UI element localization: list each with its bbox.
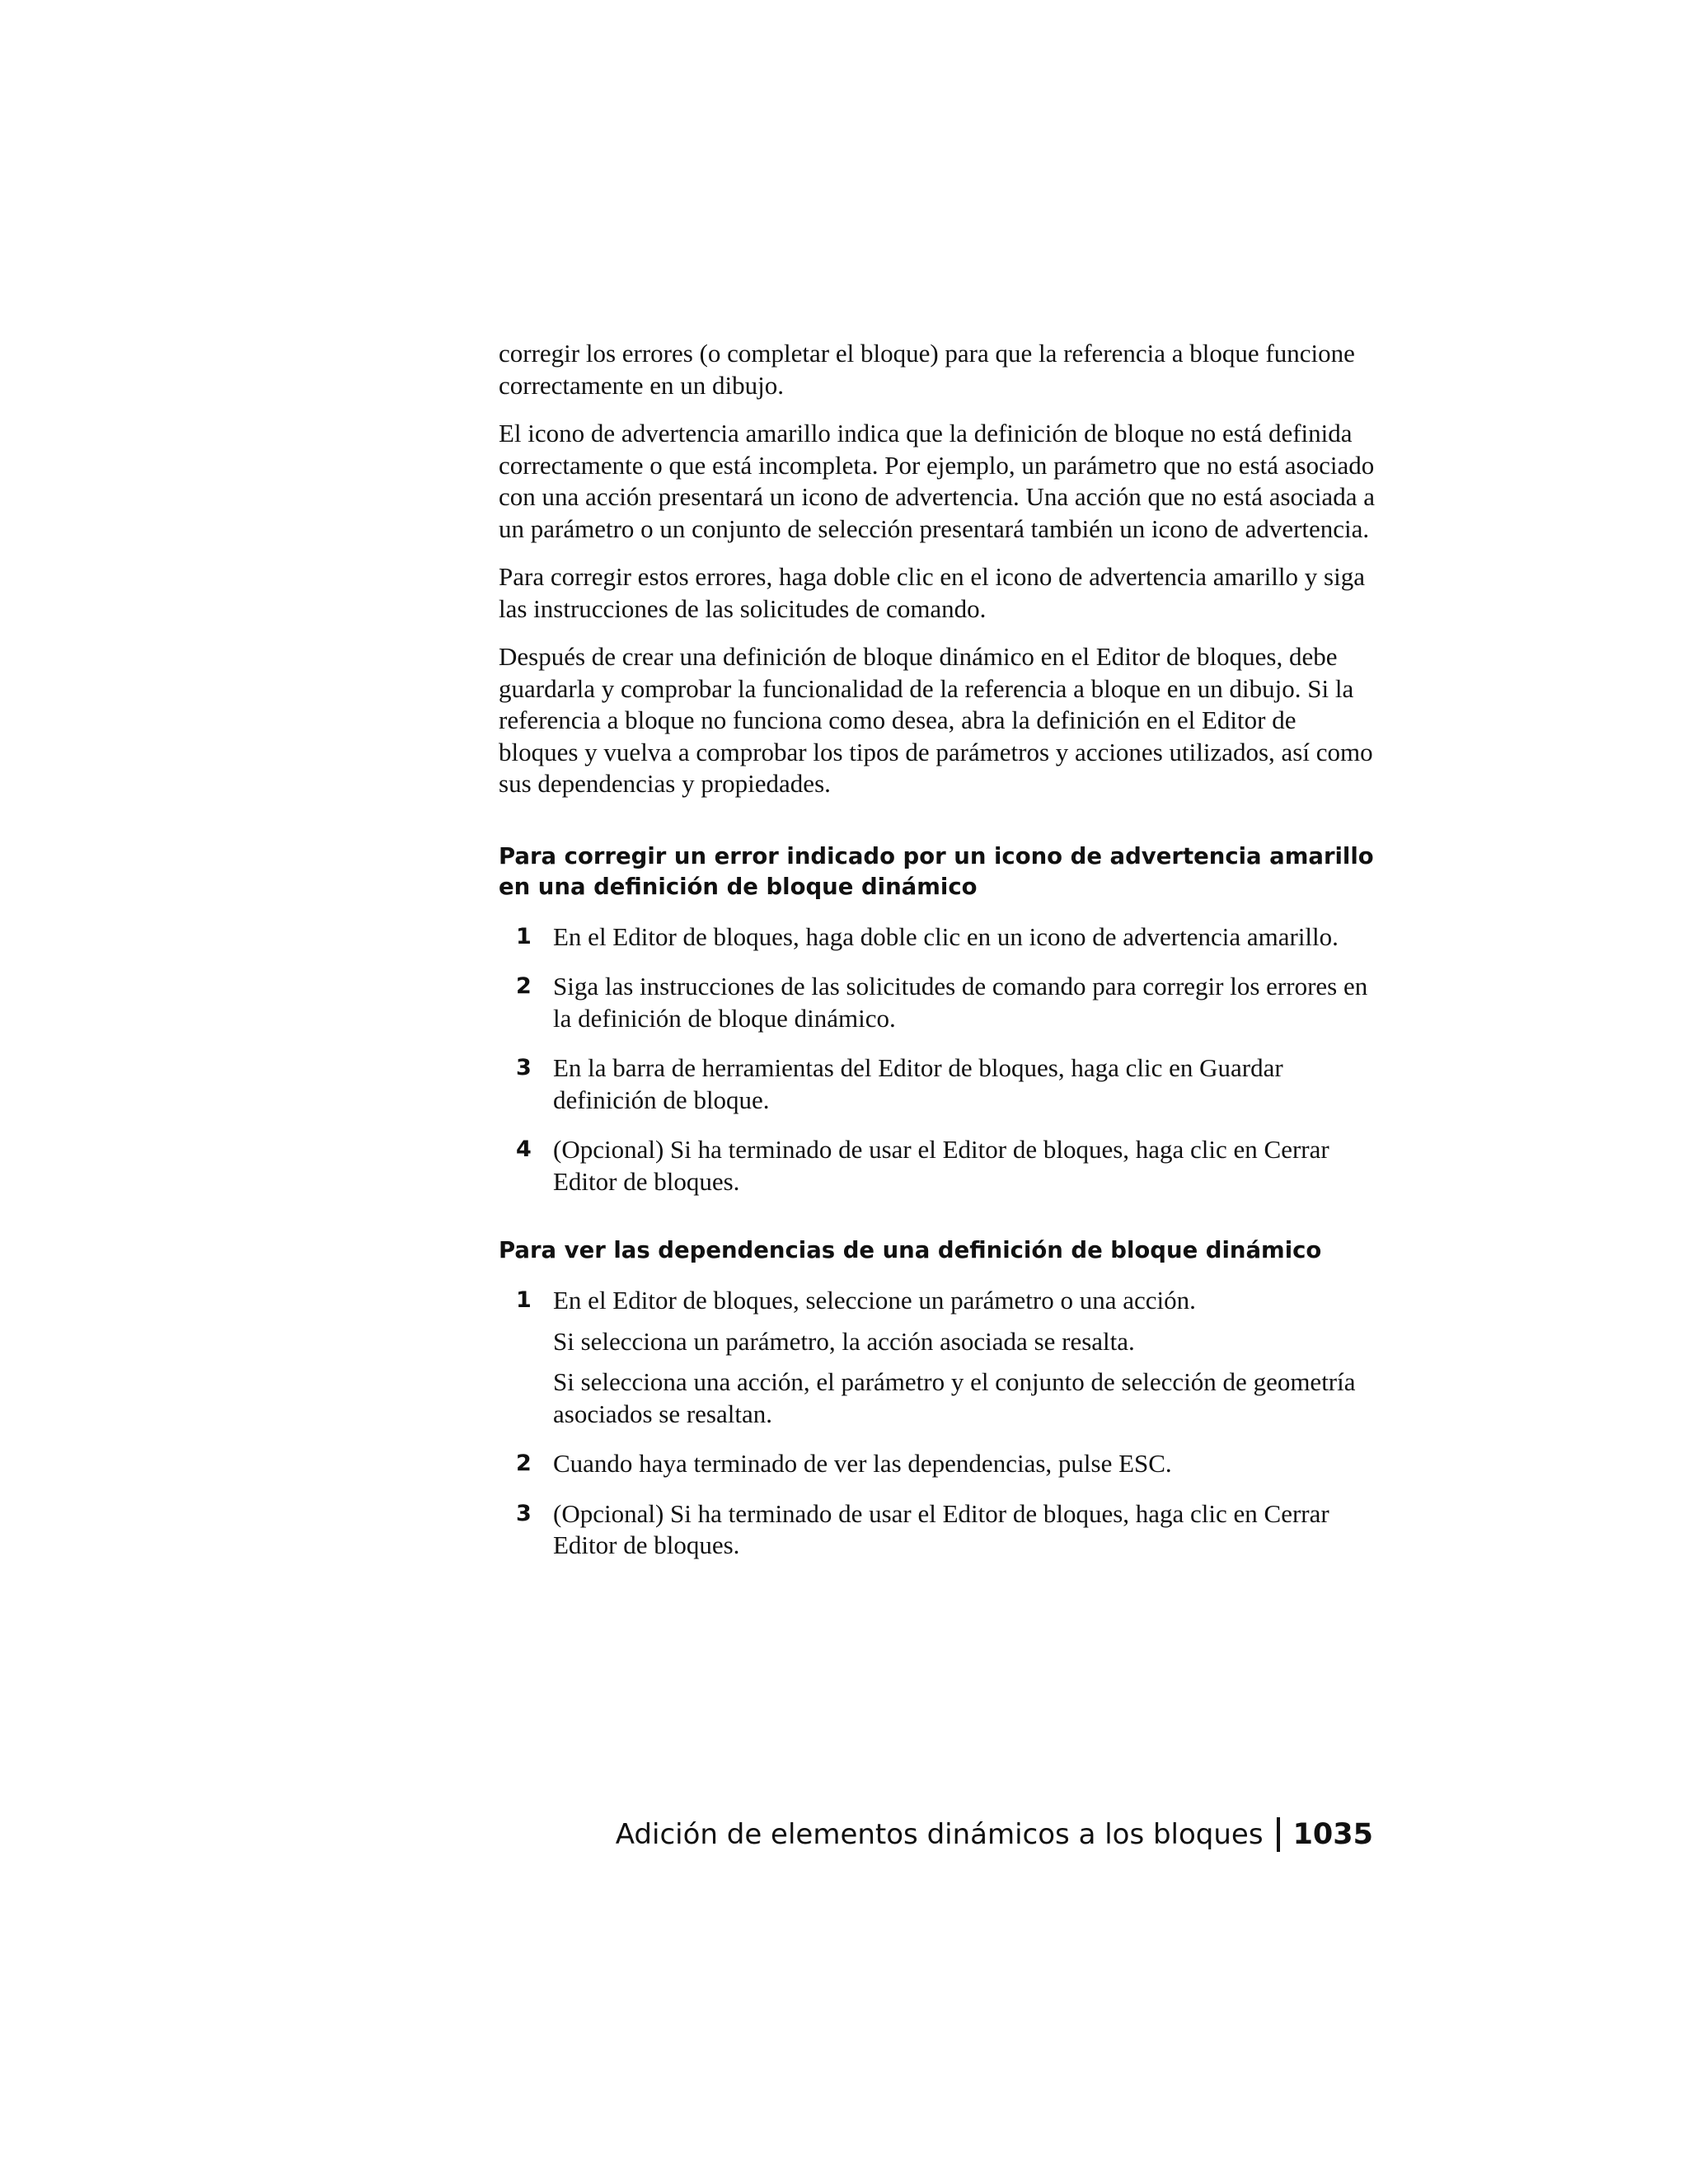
footer-section-title: Adición de elementos dinámicos a los bloques [615, 1818, 1264, 1851]
step-text: En el Editor de bloques, seleccione un parámetro o una acción. [553, 1286, 1196, 1315]
step-number: 1 [516, 1287, 532, 1313]
list-item [499, 971, 1375, 1034]
list-item [499, 1285, 1375, 1430]
list-item [499, 1448, 1375, 1480]
procedure-heading: Para corregir un error indicado por un icono de advertencia amarillo en una definición de bloque dinámico [499, 842, 1374, 900]
step-text: En el Editor de bloques, haga doble clic en un icono de advertencia amarillo. [553, 921, 1339, 951]
body-paragraph: Para corregir estos errores, haga doble clic en el icono de advertencia amarillo y siga las instrucciones de las solicitudes de comando. [499, 562, 1365, 623]
list-item [499, 1052, 1375, 1116]
step-number: 1 [516, 923, 532, 949]
step-number: 3 [516, 1500, 532, 1526]
body-paragraph: El icono de advertencia amarillo indica que la definición de bloque no está definida correctamente o que está incompleta. Por ejemplo, un parámetro que no está asociado con una acción presentará un icono de advertencia. Una acción que no está asociada a un parámetro o un conjunto de selección presentará también un icono de advertencia. [499, 419, 1375, 543]
step-number: 4 [516, 1137, 532, 1162]
step-text: En la barra de herramientas del Editor de bloques, haga clic en Guardar definición de bloque. [553, 1053, 1283, 1114]
footer-separator [1277, 1817, 1280, 1852]
page-content [499, 338, 1375, 1580]
step-text: Siga las instrucciones de las solicitudes de comando para corregir los errores en la definición de bloque dinámico. [553, 972, 1368, 1033]
step-number: 2 [516, 973, 532, 999]
list-item [499, 921, 1375, 954]
step-text: (Opcional) Si ha terminado de usar el Editor de bloques, haga clic en Cerrar Editor de bloques. [553, 1135, 1329, 1196]
step-number: 3 [516, 1055, 532, 1080]
list-item [499, 1498, 1375, 1562]
list-item [499, 1134, 1375, 1197]
page-number: 1035 [1292, 1818, 1373, 1851]
procedure-view-dependencies [499, 1235, 1375, 1562]
step-note: Si selecciona un parámetro, la acción asociada se resalta. [553, 1326, 1135, 1356]
step-list [499, 921, 1375, 1198]
procedure-heading: Para ver las dependencias de una definición de bloque dinámico [499, 1237, 1322, 1263]
procedure-fix-warning [499, 841, 1375, 1198]
body-paragraph: Después de crear una definición de bloque dinámico en el Editor de bloques, debe guardarla y comprobar la funcionalidad de la referencia a bloque en un dibujo. Si la referencia a bloque no funciona como desea, abra la definición en el Editor de bloques y vuelva a comprobar los tipos de parámetros y acciones utilizados, así como sus dependencias y propiedades. [499, 642, 1373, 798]
step-list [499, 1285, 1375, 1562]
step-note: Si selecciona una acción, el parámetro y el conjunto de selección de geometría asociados se resaltan. [553, 1367, 1356, 1428]
step-text: Cuando haya terminado de ver las dependencias, pulse ESC. [553, 1449, 1172, 1478]
body-paragraph: corregir los errores (o completar el bloque) para que la referencia a bloque funcione correctamente en un dibujo. [499, 339, 1355, 400]
step-text: (Opcional) Si ha terminado de usar el Editor de bloques, haga clic en Cerrar Editor de bloques. [553, 1498, 1329, 1559]
page-footer [616, 1816, 1373, 1853]
step-number: 2 [516, 1451, 532, 1476]
